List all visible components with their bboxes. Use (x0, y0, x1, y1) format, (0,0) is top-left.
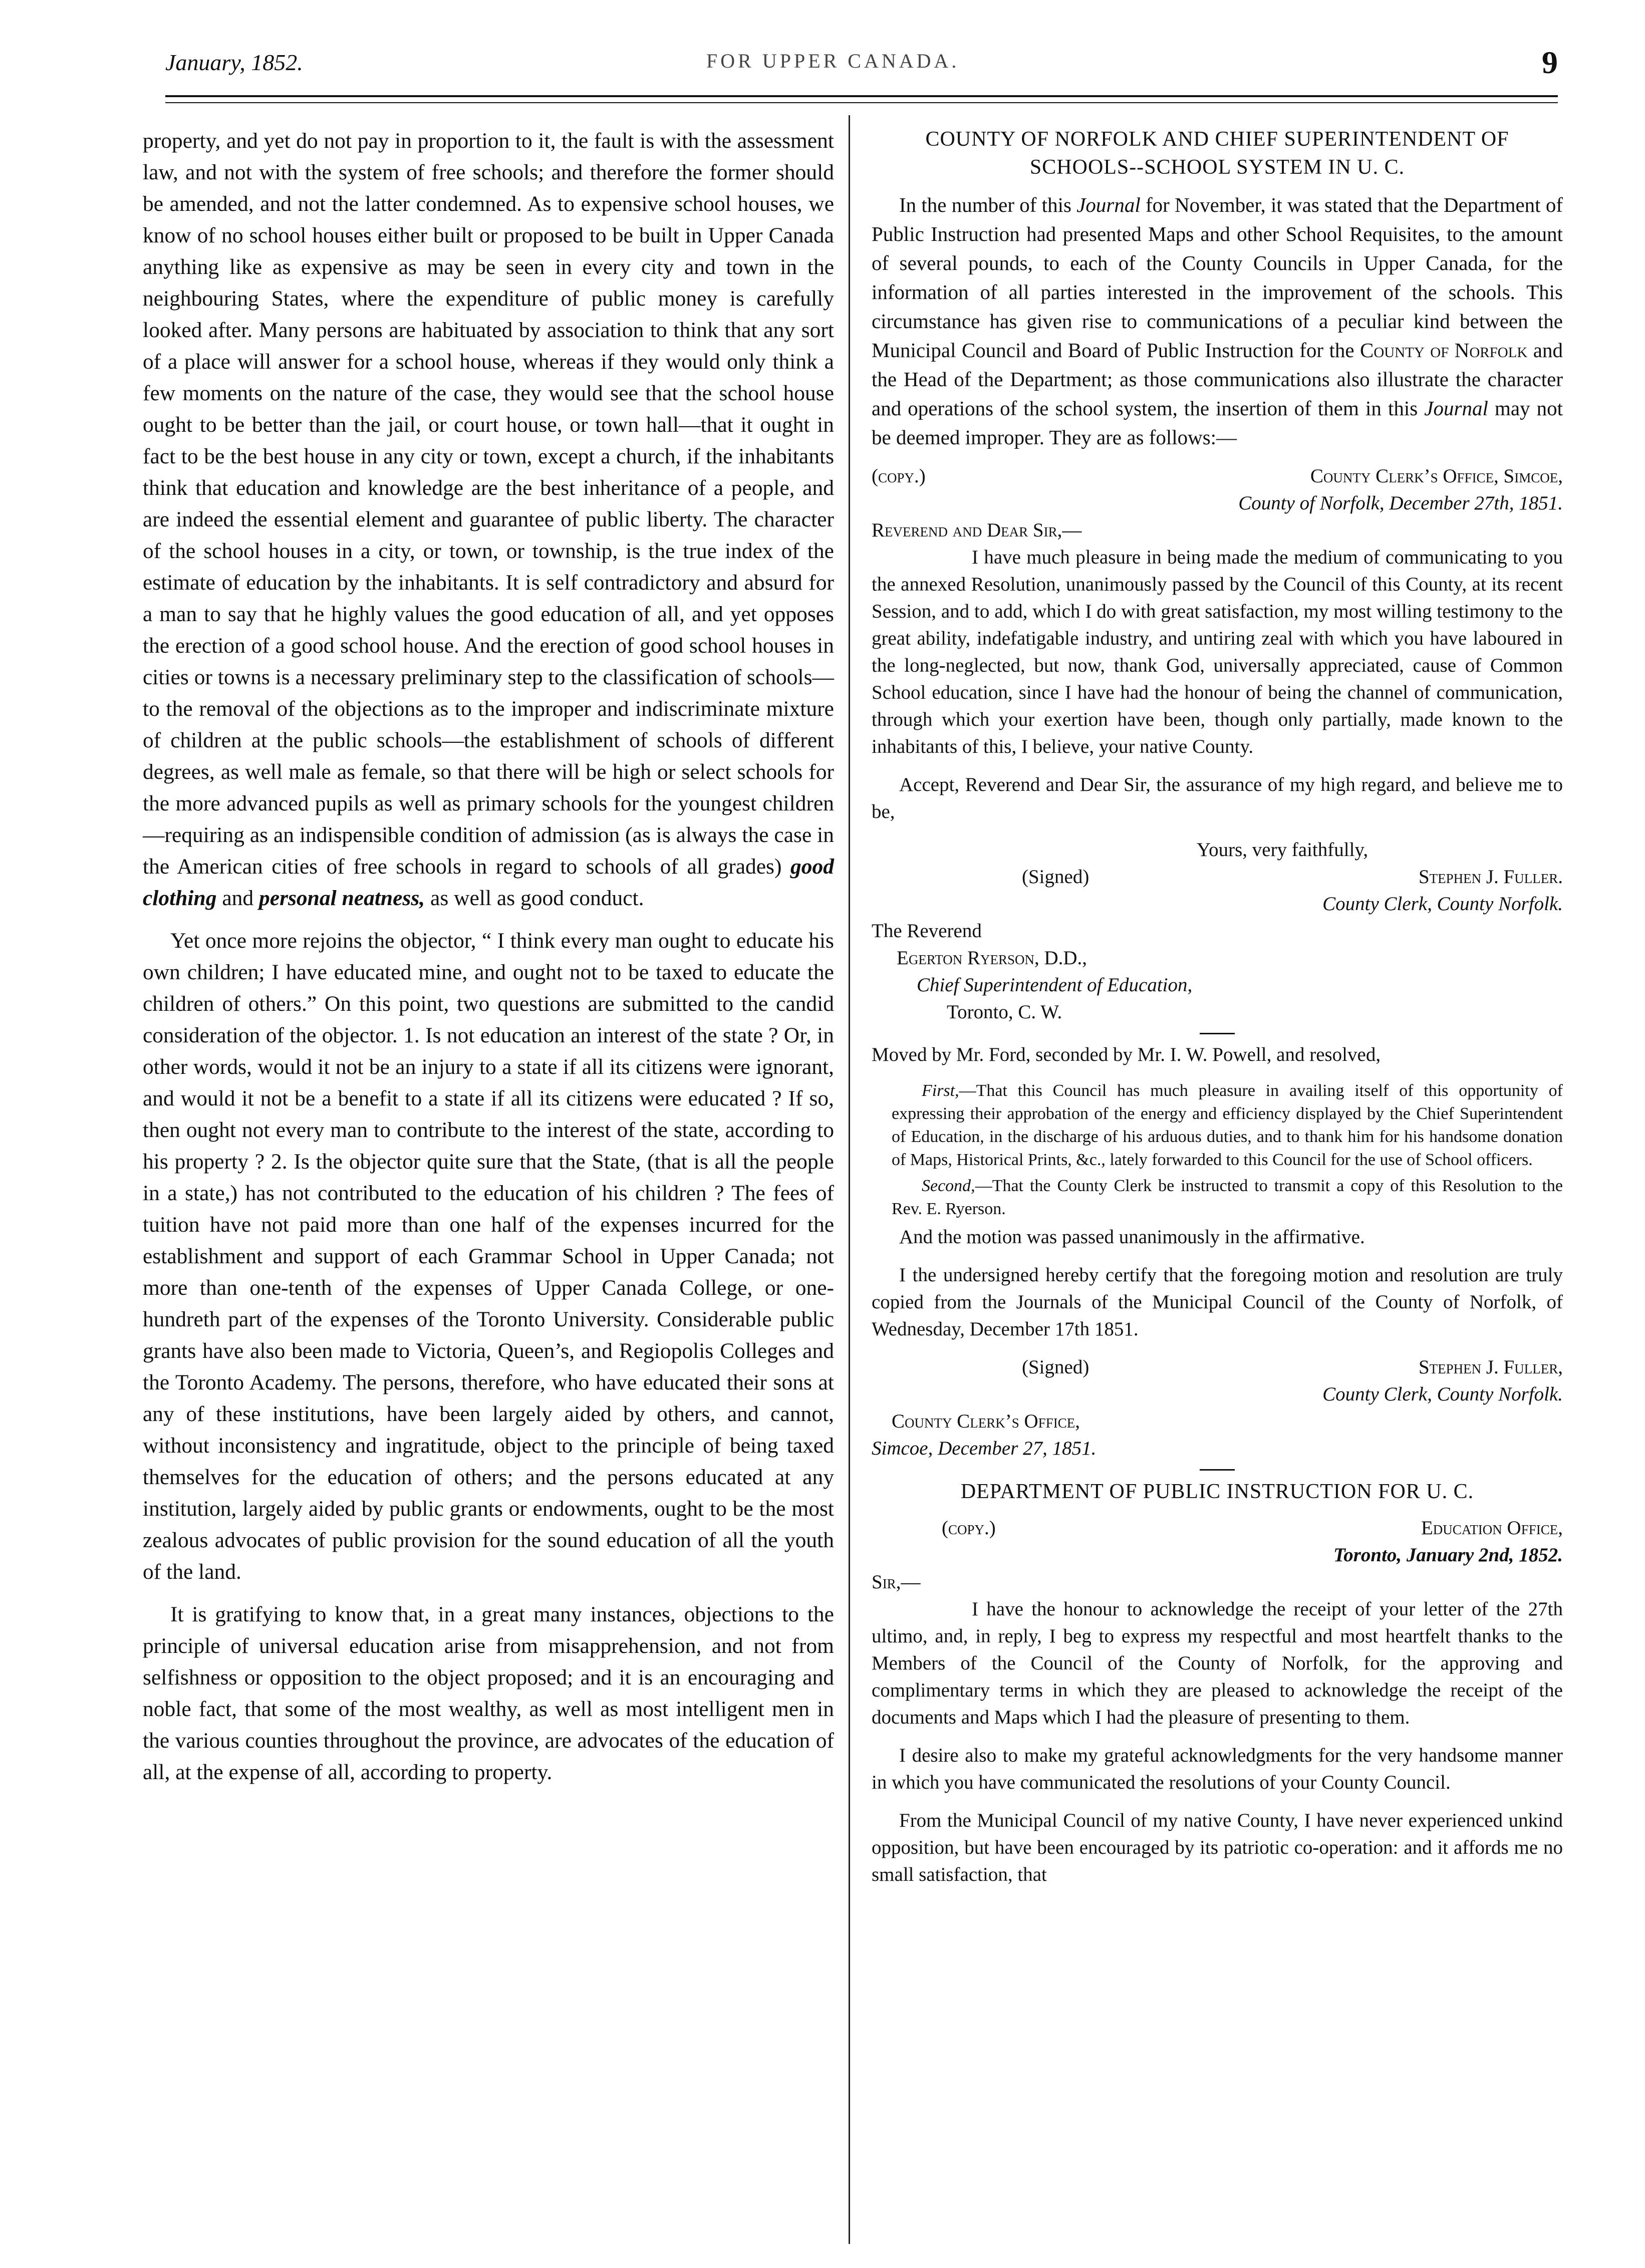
addressee-line: The Reverend (872, 920, 982, 942)
page-header (165, 44, 1558, 84)
section-divider (1200, 1033, 1235, 1034)
sender-office: County Clerk’s Office, Simcoe, (1310, 465, 1563, 487)
motion-text: Moved by Mr. Ford, seconded by Mr. I. W. Powell, and resolved, (872, 1044, 1381, 1065)
letter-date: County of Norfolk, December 27th, 1851. (1238, 492, 1563, 514)
resolution-text: —That the County Clerk be instructed to transmit a copy of this Resolution to the Rev. E. Ryerson. (892, 1177, 1563, 1218)
letter-county-clerk (872, 463, 1563, 1026)
valediction: Yours, very faithfully, (1196, 839, 1368, 861)
copy-label: (copy.) (942, 1517, 996, 1539)
addressee-name: Egerton Ryerson, D.D., (897, 947, 1087, 969)
running-title: FOR UPPER CANADA. (706, 50, 960, 72)
paragraph-text: In the number of this (899, 193, 1071, 216)
issue-date: January, 1852. (165, 50, 303, 75)
paragraph-objector: Yet once more rejoins the objector, “ I think every man ought to educate his own children; I have educated mine, and ought not to be taxed to educate the children of others.” On this point, two questions are submitted to the candid consideration of the objector. 1. Is not education an interest of the state ? Or, in other words, would it not be an injury to a state if all its citizens were ignorant, and would it not be a benefit to a state if all its citizens were educated ? If so, then ought not every man to contribute to the interest of the state, according to his property ? 2. Is the objector quite sure that the State, (that is all the people in a state,) has not contributed to the education of his children ? The fees of tuition have not paid more than one half of the expenses incurred for the establishment and support of each Grammar School in Upper Canada; not more than one-tenth of the expenses of Upper Canada College, or one-hundreth part of the expenses of the Toronto University. Considerable public grants have also been made to Victoria, Queen’s, and Regiopolis Colleges and the Toronto Academy. The persons, therefore, who have educated their sons at any of these institutions, have been largely aided by others, and cannot, without inconsistency and ingratitude, object to the principle of being taxed themselves for the education of others; and the persons educated at any institution, largely aided by public grants or endowments, ought to be the most zealous advocates of public provision for the sound education of all the youth of the land. (143, 929, 834, 1584)
signature-row (872, 864, 1563, 891)
column-divider (849, 115, 850, 2244)
letter-date: Toronto, January 2nd, 1852. (1333, 1544, 1563, 1566)
emphasis-text: personal neatness, (259, 886, 425, 910)
paragraph-text: and the Head of the Department; as those communications also illustrate the character and operations of the school system, the insertion of them in this (872, 339, 1563, 420)
resolution-label: Second, (922, 1177, 975, 1195)
letter-body: I have the honour to acknowledge the receipt of your letter of the 27th ultimo, and, in reply, I beg to express my respectful and most heartfelt thanks to the Members of the Council of the County of Norfolk, for the approving and complimentary terms in which they are pleased to acknowledge the receipt of the documents and Maps which I had the pleasure of presenting to them. (872, 1598, 1563, 1728)
certification-text: I the undersigned hereby certify that the foregoing motion and resolution are truly copied from the Journals of the Municipal Council of the County of Norfolk, of Wednesday, December 17th 1851. (872, 1264, 1563, 1340)
intro-paragraph (872, 190, 1563, 452)
signatory-role: County Clerk, County Norfolk. (1322, 1383, 1563, 1405)
paragraph-text: for November, it was stated that the Department of Public Instruction had presented Maps and other School Requisites, to the amount of several pounds, to each of the County Councils in Upper Canada, for the information of all parties interested in the improvement of the schools. This circumstance has given rise to communications of a peculiar kind between the Municipal Council and Board of Public Instruction for the (872, 193, 1563, 362)
section-divider (1200, 1469, 1235, 1471)
salutation: Reverend and Dear Sir,— (872, 519, 1082, 541)
letter-dateline (872, 463, 1563, 490)
council-motion (872, 1041, 1563, 1251)
page-number: 9 (1542, 45, 1558, 80)
resolution-first (872, 1079, 1563, 1172)
emphasis-text: good clothing (143, 855, 834, 910)
salutation: Sir,— (872, 1571, 921, 1593)
section-heading: DEPARTMENT OF PUBLIC INSTRUCTION FOR U. C. (960, 1480, 1474, 1503)
journal-title: Journal (1076, 193, 1141, 216)
letter-body: I have much pleasure in being made the medium of communicating to you the annexed Resolution, unanimously passed by the Council of this County, at its recent Session, and to add, which I do with great satisfaction, my most willing testimony to the great ability, indefatigable industry, and untiring zeal with which you have laboured in the long-neglected, but now, thank God, universally appreciated, cause of Common School education, since I have had the honour of being the channel of communication, through which your exertion have been, though only partially, made known to the inhabitants of this, I believe, your native County. (872, 546, 1563, 757)
resolution-second (872, 1175, 1563, 1221)
signatory-name: Stephen J. Fuller, (1418, 1356, 1563, 1378)
signatory-role: County Clerk, County Norfolk. (1322, 893, 1563, 915)
addressee-title: Chief Superintendent of Education, (917, 974, 1193, 996)
letter-education-office (872, 1515, 1563, 1888)
paragraph-text: may not be deemed improper. They are as follows:— (872, 397, 1563, 449)
paragraph-text: as well as good conduct. (430, 886, 644, 910)
resolution-text: —That this Council has much pleasure in availing itself of this opportunity of expressing their approbation of the energy and efficiency displayed by the Chief Superintendent of Education, in the discharge of his arduous duties, and to thank him for his handsome donation of Maps, Historical Prints, &c., lately forwarded to this Council for the use of School officers. (892, 1081, 1563, 1169)
motion-result: And the motion was passed unanimously in the affirmative. (899, 1226, 1365, 1248)
left-column (143, 125, 834, 1799)
right-column (872, 125, 1563, 1899)
paragraph-school-houses (143, 125, 834, 914)
signed-label: (Signed) (1022, 866, 1089, 888)
sender-office: Education Office, (1421, 1517, 1563, 1539)
paragraph-text: and (222, 886, 254, 910)
paragraph-text: property, and yet do not pay in proportion to it, the fault is with the assessment law, and not with the system of free schools; and therefore the former should be amended, and not the latter condemned. As to expensive school houses, we know of no school houses either built or proposed to be built in Upper Canada anything like as expensive as may be seen in every city and town in the neighbouring States, where the expenditure of public money is carefully looked after. Many persons are habituated by association to think that any sort of a place will answer for a school house, whereas if they would only think a few moments on the nature of the case, they would see that the school house ought to be better than the jail, or court house, or town hall—that it ought in fact to be the best house in any city or town, except a church, if the inhabitants think that education and knowledge are the best inheritance of a people, and are indeed the essential element and guarantee of public liberty. The character of the school houses in a city, or town, or township, is the true index of the estimate of education by the inhabitants. It is self contradictory and absurd for a man to say that he highly values the good education of all, and yet opposes the erection of a good school house. And the erection of good school houses in cities or towns is a necessary preliminary step to the classification of schools—to the removal of the objections as to the improper and indiscriminate mixture of children at the public schools—the establishment of schools of different degrees, as well male as female, so that there will be high or select schools for the more advanced pupils as well as primary schools for the youngest children—requiring as an indispensible condition of admission (as is always the case in the American cities of free schools in regard to schools of all grades) (143, 129, 834, 879)
letter-dateline (872, 1515, 1563, 1542)
letter-date: Simcoe, December 27, 1851. (872, 1438, 1096, 1459)
journal-title: Journal (1424, 397, 1488, 420)
county-name: County of Norfolk (1360, 339, 1528, 362)
header-rule-thin (165, 102, 1558, 103)
signature-row (872, 1354, 1563, 1381)
addressee-place: Toronto, C. W. (947, 1001, 1062, 1023)
letter-paragraph: I desire also to make my grateful acknowledgments for the very handsome manner in which you have communicated the resolutions of your County Council. (872, 1745, 1563, 1793)
resolution-label: First, (922, 1081, 959, 1100)
letter-closing-paragraph: Accept, Reverend and Dear Sir, the assurance of my high regard, and believe me to be, (872, 774, 1563, 822)
sender-office: County Clerk’s Office, (892, 1410, 1080, 1432)
paragraph-gratifying: It is gratifying to know that, in a great many instances, objections to the principle of universal education arise from misapprehension, and not from selfishness or opposition to the object proposed; and it is an encouraging and noble fact, that some of the most wealthy, as well as most intelligent men in the various counties throughout the province, are advocates of the education of all, at the expense of all, according to property. (143, 1602, 834, 1784)
signed-label: (Signed) (1022, 1356, 1089, 1378)
article-heading: COUNTY OF NORFOLK AND CHIEF SUPERINTENDENT OF SCHOOLS--SCHOOL SYSTEM IN U. C. (925, 128, 1509, 179)
signatory-name: Stephen J. Fuller. (1418, 866, 1563, 888)
header-rule (165, 95, 1558, 97)
certification (872, 1262, 1563, 1462)
letter-paragraph: From the Municipal Council of my native County, I have never experienced unkind opposition, but have been encouraged by its patriotic co-operation: and it affords me no small satisfaction, that (872, 1810, 1563, 1885)
copy-label: (copy.) (872, 465, 926, 487)
